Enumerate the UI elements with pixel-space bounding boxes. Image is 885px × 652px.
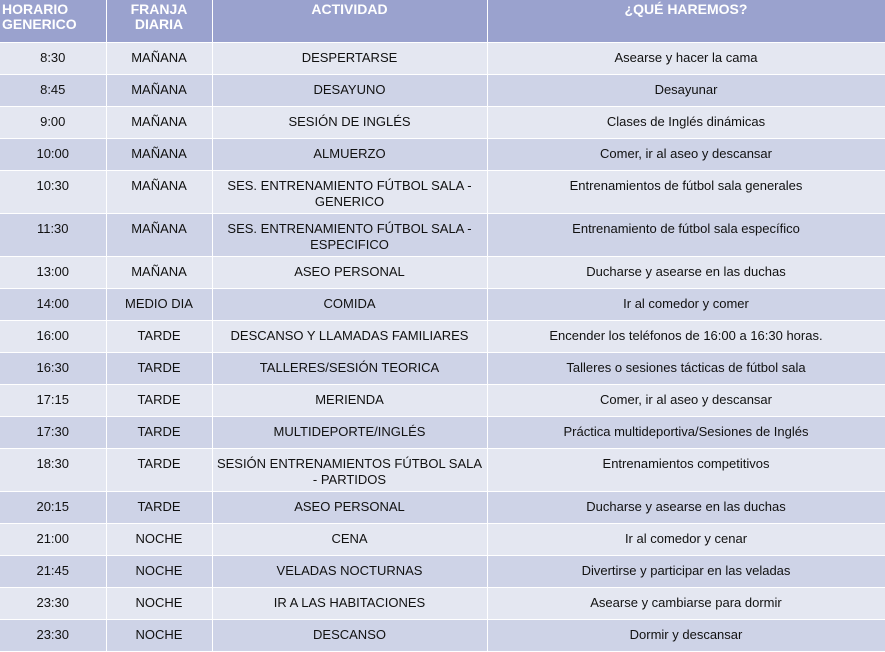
table-row: [0, 170, 885, 213]
time-cell: 11:30: [0, 213, 106, 256]
table-row: [0, 42, 885, 74]
time-cell: 21:00: [0, 523, 106, 555]
slot-cell: TARDE: [106, 491, 212, 523]
activity-cell: TALLERES/SESIÓN TEORICA: [212, 352, 487, 384]
plan-cell: Entrenamiento de fútbol sala específico: [487, 213, 885, 256]
table-row: [0, 352, 885, 384]
activity-cell: CENA: [212, 523, 487, 555]
activity-cell: ASEO PERSONAL: [212, 256, 487, 288]
plan-cell: Asearse y cambiarse para dormir: [487, 587, 885, 619]
slot-cell: TARDE: [106, 448, 212, 491]
time-cell: 23:30: [0, 619, 106, 651]
table-row: [0, 416, 885, 448]
plan-cell: Comer, ir al aseo y descansar: [487, 138, 885, 170]
time-cell: 10:30: [0, 170, 106, 213]
plan-cell: Comer, ir al aseo y descansar: [487, 384, 885, 416]
time-cell: 8:45: [0, 74, 106, 106]
slot-cell: MAÑANA: [106, 74, 212, 106]
activity-cell: SESIÓN DE INGLÉS: [212, 106, 487, 138]
plan-cell: Talleres o sesiones tácticas de fútbol sala: [487, 352, 885, 384]
activity-cell: DESCANSO: [212, 619, 487, 651]
table-row: [0, 555, 885, 587]
slot-cell: MAÑANA: [106, 42, 212, 74]
activity-cell: COMIDA: [212, 288, 487, 320]
slot-cell: MAÑANA: [106, 170, 212, 213]
header-actividad: ACTIVIDAD: [212, 0, 487, 42]
time-cell: 17:15: [0, 384, 106, 416]
activity-cell: DESPERTARSE: [212, 42, 487, 74]
table-row: [0, 106, 885, 138]
table-row: [0, 288, 885, 320]
time-cell: 14:00: [0, 288, 106, 320]
header-row: [0, 0, 885, 42]
slot-cell: MEDIO DIA: [106, 288, 212, 320]
slot-cell: TARDE: [106, 384, 212, 416]
plan-cell: Dormir y descansar: [487, 619, 885, 651]
activity-cell: SES. ENTRENAMIENTO FÚTBOL SALA - GENERICO: [212, 170, 487, 213]
time-cell: 16:00: [0, 320, 106, 352]
plan-cell: Divertirse y participar en las veladas: [487, 555, 885, 587]
slot-cell: NOCHE: [106, 555, 212, 587]
slot-cell: NOCHE: [106, 523, 212, 555]
slot-cell: TARDE: [106, 352, 212, 384]
activity-cell: SES. ENTRENAMIENTO FÚTBOL SALA - ESPECIFICO: [212, 213, 487, 256]
header-horario: HORARIO GENERICO: [0, 0, 106, 42]
table-row: [0, 587, 885, 619]
table-row: [0, 491, 885, 523]
time-cell: 18:30: [0, 448, 106, 491]
slot-cell: MAÑANA: [106, 256, 212, 288]
table-row: [0, 138, 885, 170]
plan-cell: Entrenamientos de fútbol sala generales: [487, 170, 885, 213]
activity-cell: SESIÓN ENTRENAMIENTOS FÚTBOL SALA - PARTIDOS: [212, 448, 487, 491]
slot-cell: MAÑANA: [106, 138, 212, 170]
table-row: [0, 256, 885, 288]
plan-cell: Ducharse y asearse en las duchas: [487, 491, 885, 523]
activity-cell: IR A LAS HABITACIONES: [212, 587, 487, 619]
plan-cell: Entrenamientos competitivos: [487, 448, 885, 491]
time-cell: 21:45: [0, 555, 106, 587]
slot-cell: NOCHE: [106, 619, 212, 651]
plan-cell: Encender los teléfonos de 16:00 a 16:30 horas.: [487, 320, 885, 352]
time-cell: 8:30: [0, 42, 106, 74]
schedule-body: [0, 42, 885, 651]
activity-cell: MULTIDEPORTE/INGLÉS: [212, 416, 487, 448]
activity-cell: VELADAS NOCTURNAS: [212, 555, 487, 587]
table-row: [0, 320, 885, 352]
header-que-haremos: ¿QUÉ HAREMOS?: [487, 0, 885, 42]
slot-cell: NOCHE: [106, 587, 212, 619]
activity-cell: ASEO PERSONAL: [212, 491, 487, 523]
table-row: [0, 74, 885, 106]
table-row: [0, 213, 885, 256]
time-cell: 16:30: [0, 352, 106, 384]
activity-cell: DESAYUNO: [212, 74, 487, 106]
table-row: [0, 384, 885, 416]
plan-cell: Clases de Inglés dinámicas: [487, 106, 885, 138]
time-cell: 20:15: [0, 491, 106, 523]
plan-cell: Desayunar: [487, 74, 885, 106]
plan-cell: Ducharse y asearse en las duchas: [487, 256, 885, 288]
plan-cell: Ir al comedor y cenar: [487, 523, 885, 555]
table-row: [0, 448, 885, 491]
slot-cell: TARDE: [106, 416, 212, 448]
header-franja: FRANJA DIARIA: [106, 0, 212, 42]
slot-cell: TARDE: [106, 320, 212, 352]
plan-cell: Ir al comedor y comer: [487, 288, 885, 320]
plan-cell: Práctica multideportiva/Sesiones de Inglés: [487, 416, 885, 448]
table-row: [0, 523, 885, 555]
plan-cell: Asearse y hacer la cama: [487, 42, 885, 74]
time-cell: 10:00: [0, 138, 106, 170]
slot-cell: MAÑANA: [106, 213, 212, 256]
table-row: [0, 619, 885, 651]
time-cell: 9:00: [0, 106, 106, 138]
time-cell: 23:30: [0, 587, 106, 619]
time-cell: 13:00: [0, 256, 106, 288]
activity-cell: MERIENDA: [212, 384, 487, 416]
slot-cell: MAÑANA: [106, 106, 212, 138]
activity-cell: DESCANSO Y LLAMADAS FAMILIARES: [212, 320, 487, 352]
time-cell: 17:30: [0, 416, 106, 448]
activity-cell: ALMUERZO: [212, 138, 487, 170]
